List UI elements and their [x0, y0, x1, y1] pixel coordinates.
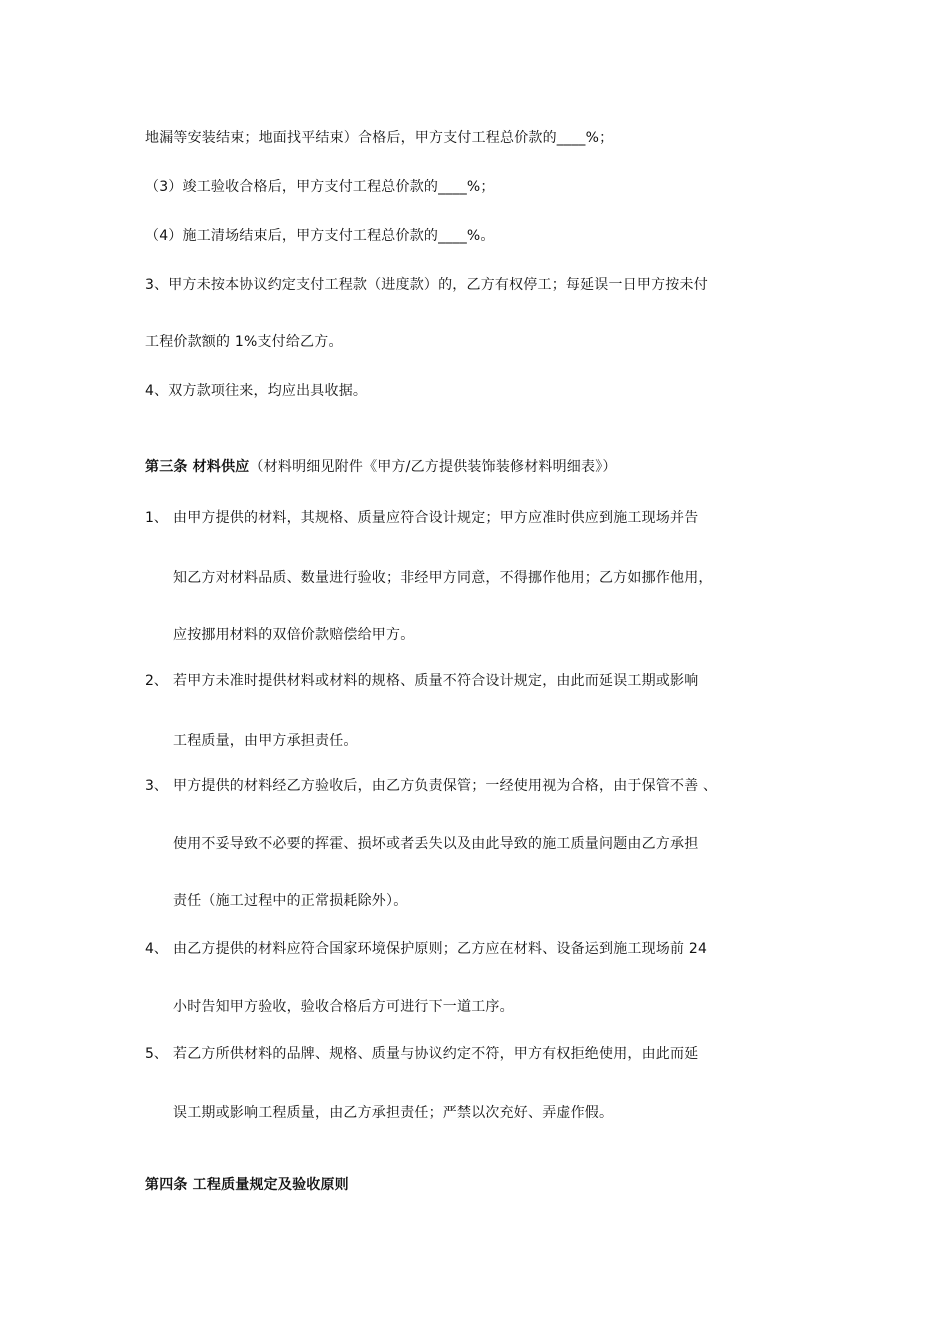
article-3-item-3-line-1: 甲方提供的材料经乙方验收后，由乙方负责保管；一经使用视为合格，由于保管不善 、	[173, 778, 718, 794]
article-3-item-3-line-3: 责任（施工过程中的正常损耗除外）。	[173, 893, 408, 909]
article-3-item-2-line-1: 若甲方未准时提供材料或材料的规格、质量不符合设计规定，由此而延误工期或影响	[173, 673, 699, 689]
article-3-item-5-line-2: 误工期或影响工程质量，由乙方承担责任；严禁以次充好、弄虚作假。	[173, 1105, 614, 1121]
article-3-item-2-number: 2、	[145, 673, 168, 689]
article-3-item-5-number: 5、	[145, 1046, 168, 1062]
payment-line-2: （3）竣工验收合格后，甲方支付工程总价款的____%；	[145, 179, 495, 195]
article-3-heading	[145, 457, 617, 477]
article-3-item-3-number: 3、	[145, 778, 168, 794]
payment-clause-3-line-2: 工程价款额的 1%支付给乙方。	[145, 334, 343, 350]
article-3-item-1-line-3: 应按挪用材料的双倍价款赔偿给甲方。	[173, 627, 415, 643]
payment-line-3: （4）施工清场结束后，甲方支付工程总价款的____%。	[145, 228, 495, 244]
article-3-item-4-number: 4、	[145, 941, 168, 957]
article-3-item-3-line-2: 使用不妥导致不必要的挥霍、损坏或者丢失以及由此导致的施工质量问题由乙方承担	[173, 836, 699, 852]
payment-clause-3-line-1: 3、甲方未按本协议约定支付工程款（进度款）的，乙方有权停工；每延误一日甲方按未付	[145, 277, 708, 293]
payment-line-1: 地漏等安装结束；地面找平结束）合格后，甲方支付工程总价款的____%；	[145, 130, 614, 146]
article-3-item-2-line-2: 工程质量，由甲方承担责任。	[173, 733, 358, 749]
article-3-subtitle: （材料明细见附件《甲方/乙方提供装饰装修材料明细表》）	[249, 459, 617, 475]
payment-clause-4: 4、双方款项往来，均应出具收据。	[145, 383, 368, 399]
article-3-item-1-line-2: 知乙方对材料品质、数量进行验收；非经甲方同意，不得挪作他用；乙方如挪作他用，	[173, 570, 713, 586]
article-3-title: 第三条 材料供应	[145, 459, 250, 475]
article-3-item-1-number: 1、	[145, 510, 168, 526]
article-3-item-4-line-1: 由乙方提供的材料应符合国家环境保护原则；乙方应在材料、设备运到施工现场前 24	[173, 941, 708, 957]
article-4-title: 第四条 工程质量规定及验收原则	[145, 1177, 349, 1193]
article-3-item-1-line-1: 由甲方提供的材料，其规格、质量应符合设计规定；甲方应准时供应到施工现场并告	[173, 510, 699, 526]
article-3-item-5-line-1: 若乙方所供材料的品牌、规格、质量与协议约定不符，甲方有权拒绝使用，由此而延	[173, 1046, 699, 1062]
article-3-item-4-line-2: 小时告知甲方验收，验收合格后方可进行下一道工序。	[173, 999, 514, 1015]
